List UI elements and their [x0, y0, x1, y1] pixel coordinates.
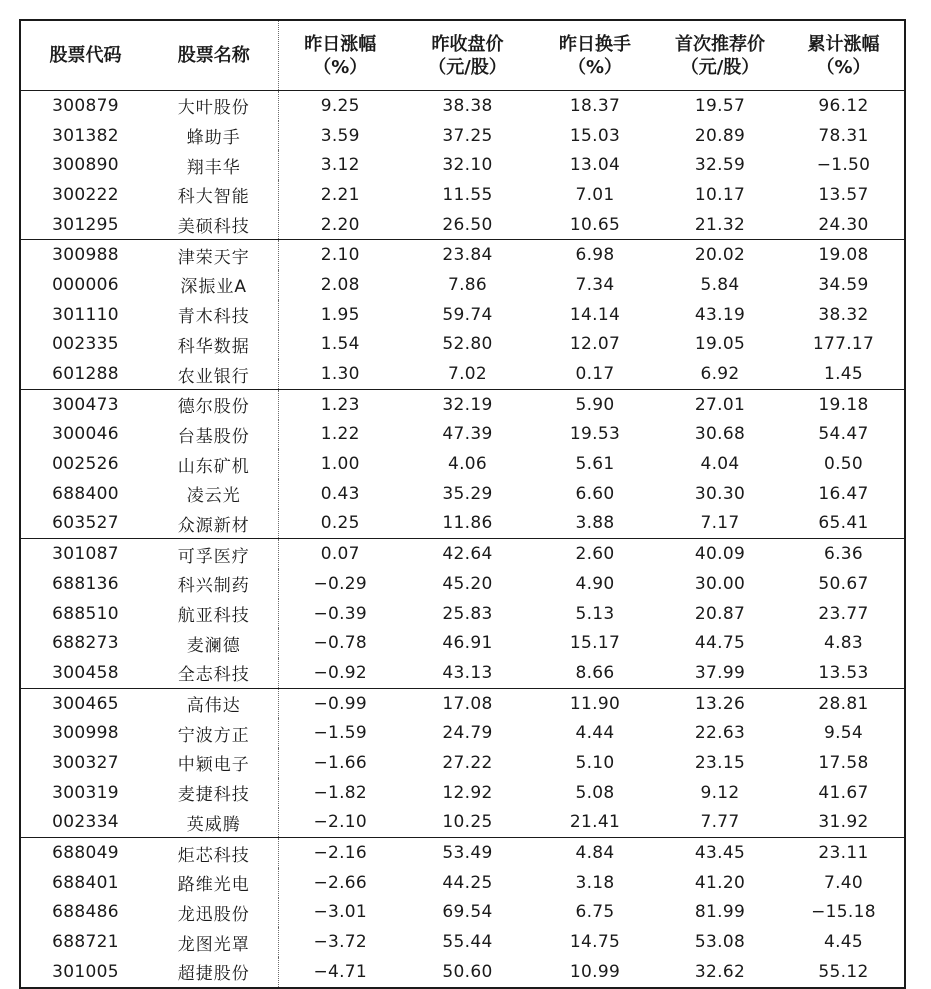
stock-name-cell: 科华数据: [177, 336, 250, 357]
close-price-cell: 42.64: [442, 544, 493, 565]
recommend-price-cell: 44.75: [694, 633, 746, 654]
change-cell: −2.66: [278, 868, 402, 898]
turnover-cell: 11.90: [569, 693, 621, 714]
turnover-cell: 3.88: [533, 509, 657, 539]
stock-code-cell: 300998: [52, 723, 119, 744]
recommend-price-cell: 20.02: [694, 245, 746, 266]
close-price-cell: 27.22: [442, 752, 493, 773]
cumulative-change-cell: 24.30: [783, 210, 904, 240]
cumulative-change-cell: 54.47: [818, 424, 869, 445]
close-price-cell: 17.08: [442, 693, 493, 714]
recommend-price-cell: 43.45: [694, 843, 746, 864]
table-row: [21, 359, 904, 389]
table-row: [21, 778, 904, 808]
recommend-price-cell: 13.26: [694, 693, 746, 714]
stock-name-cell: 麦捷科技: [177, 785, 250, 806]
stock-name-cell: 中颖电子: [177, 755, 250, 776]
close-price-cell: 46.91: [442, 633, 493, 654]
close-price-cell: 23.84: [442, 245, 493, 266]
recommend-price-cell: 7.17: [657, 509, 783, 539]
turnover-cell: 6.60: [575, 483, 615, 504]
cumulative-change-cell: 0.50: [823, 454, 864, 475]
change-cell: 1.23: [278, 389, 402, 419]
stock-name-cell: 凌云光: [186, 486, 241, 507]
cumulative-change-cell: 96.12: [818, 95, 869, 116]
change-cell: 1.95: [278, 300, 402, 330]
turnover-cell: 10.65: [533, 210, 657, 240]
recommend-price-cell: 30.30: [694, 483, 746, 504]
stock-code-cell: 301295: [21, 210, 150, 240]
change-cell: 1.22: [278, 420, 402, 450]
turnover-cell: 6.75: [575, 902, 615, 923]
change-cell: 0.25: [278, 509, 402, 539]
turnover-cell: 13.04: [569, 155, 621, 176]
table-row: [21, 569, 904, 599]
cumulative-change-cell: 9.54: [823, 723, 864, 744]
close-price-cell: 37.25: [442, 125, 493, 146]
close-price-cell: 11.86: [402, 509, 533, 539]
change-cell: −1.66: [278, 748, 402, 778]
table-row: [21, 658, 904, 688]
turnover-cell: 12.07: [569, 334, 621, 355]
stock-code-cell: 601288: [21, 359, 150, 389]
header-cumulative-change: 累计涨幅 （%）: [783, 21, 904, 91]
recommend-price-cell: 30.00: [694, 573, 746, 594]
table-row: [21, 628, 904, 658]
stock-name-cell: 津荣天宇: [177, 247, 250, 268]
close-price-cell: 7.02: [402, 359, 533, 389]
table-row: [21, 449, 904, 479]
close-price-cell: 25.83: [442, 603, 493, 624]
stock-code-cell: 301087: [52, 544, 119, 565]
stock-code-cell: 300988: [52, 245, 119, 266]
stock-name-cell: 青木科技: [177, 307, 250, 328]
stock-code-cell: 301005: [52, 961, 119, 982]
stock-name-cell: 台基股份: [177, 426, 250, 447]
change-cell: −3.01: [278, 898, 402, 928]
header-yesterday-turnover: 昨日换手 （%）: [533, 21, 657, 91]
close-price-cell: 7.86: [447, 274, 488, 295]
table-row: [21, 150, 904, 180]
cumulative-change-cell: 17.58: [818, 752, 869, 773]
recommend-price-cell: 10.17: [694, 184, 746, 205]
close-price-cell: 53.49: [442, 843, 493, 864]
recommend-price-cell: 19.57: [694, 95, 746, 116]
close-price-cell: 10.25: [402, 808, 533, 838]
stock-code-cell: 688049: [52, 843, 119, 864]
table-row: [21, 240, 904, 270]
stock-code-cell: 688136: [52, 573, 119, 594]
stock-code-cell: 300458: [21, 658, 150, 688]
stock-code-cell: 300473: [52, 394, 119, 415]
change-cell: −1.59: [278, 718, 402, 748]
stock-name-cell: 山东矿机: [177, 456, 250, 477]
table-row: [21, 957, 904, 987]
turnover-cell: 10.99: [569, 961, 621, 982]
stock-table-frame: [19, 19, 906, 989]
stock-code-cell: 000006: [52, 274, 119, 295]
stock-code-cell: 688721: [52, 932, 119, 953]
change-cell: 2.08: [278, 270, 402, 300]
stock-code-cell: 300319: [52, 782, 119, 803]
recommend-price-cell: 22.63: [694, 723, 746, 744]
change-cell: 1.54: [278, 330, 402, 360]
close-price-cell: 32.19: [442, 394, 493, 415]
table-row: [21, 748, 904, 778]
turnover-cell: 14.75: [569, 932, 621, 953]
table-row: [21, 718, 904, 748]
stock-code-cell: 300046: [52, 424, 119, 445]
cumulative-change-cell: 28.81: [818, 693, 869, 714]
recommend-price-cell: 41.20: [694, 872, 746, 893]
table-row: [21, 180, 904, 210]
change-cell: 0.43: [278, 479, 402, 509]
close-price-cell: 43.13: [402, 658, 533, 688]
stock-name-cell: 美硕科技: [150, 210, 278, 240]
close-price-cell: 44.25: [442, 872, 493, 893]
recommend-price-cell: 4.04: [700, 454, 740, 475]
recommend-price-cell: 23.15: [694, 752, 746, 773]
recommend-price-cell: 32.59: [694, 155, 746, 176]
stock-code-cell: 688510: [52, 603, 119, 624]
cumulative-change-cell: 177.17: [812, 334, 875, 355]
cumulative-change-cell: 13.57: [818, 184, 869, 205]
table-row: [21, 509, 904, 539]
recommend-price-cell: 27.01: [694, 394, 746, 415]
recommend-price-cell: 53.08: [694, 932, 746, 953]
recommend-price-cell: 19.05: [694, 334, 746, 355]
table-row: [21, 330, 904, 360]
stock-code-cell: 688273: [52, 633, 119, 654]
table-row: [21, 300, 904, 330]
change-cell: −0.92: [278, 658, 402, 688]
recommend-price-cell: 40.09: [694, 544, 746, 565]
change-cell: 2.21: [278, 180, 402, 210]
change-cell: −2.10: [278, 808, 402, 838]
recommend-price-cell: 32.62: [694, 961, 746, 982]
stock-name-cell: 麦澜德: [186, 635, 241, 656]
cumulative-change-cell: 19.18: [818, 394, 869, 415]
change-cell: −3.72: [278, 927, 402, 957]
header-row: [21, 21, 904, 91]
turnover-cell: 8.66: [533, 658, 657, 688]
change-cell: 1.00: [278, 449, 402, 479]
close-price-cell: 69.54: [442, 902, 493, 923]
cumulative-change-cell: −15.18: [811, 902, 876, 923]
cumulative-change-cell: 16.47: [818, 483, 869, 504]
recommend-price-cell: 6.92: [657, 359, 783, 389]
recommend-price-cell: 7.77: [657, 808, 783, 838]
turnover-cell: 5.10: [575, 752, 615, 773]
stock-name-cell: 蜂助手: [186, 128, 241, 149]
stock-name-cell: 龙迅股份: [177, 904, 250, 925]
turnover-cell: 7.34: [575, 274, 615, 295]
cumulative-change-cell: 7.40: [823, 872, 864, 893]
stock-name-cell: 宁波方正: [177, 725, 250, 746]
table-row: [21, 868, 904, 898]
close-price-cell: 47.39: [442, 424, 493, 445]
stock-code-cell: 300890: [52, 155, 119, 176]
table-row: [21, 838, 904, 868]
table-row: [21, 808, 904, 838]
stock-name-cell: 深振业A: [180, 277, 248, 298]
turnover-cell: 21.41: [533, 808, 657, 838]
change-cell: 2.10: [278, 240, 402, 270]
table-body: [21, 91, 904, 987]
recommend-price-cell: 43.19: [694, 304, 746, 325]
change-cell: 3.12: [278, 150, 402, 180]
stock-code-cell: 002526: [52, 454, 119, 475]
stock-name-cell: 全志科技: [150, 658, 278, 688]
stock-name-cell: 英威腾: [150, 808, 278, 838]
cumulative-change-cell: 6.36: [823, 544, 864, 565]
close-price-cell: 52.80: [442, 334, 493, 355]
close-price-cell: 4.06: [447, 454, 488, 475]
close-price-cell: 12.92: [442, 782, 493, 803]
close-price-cell: 50.60: [442, 961, 493, 982]
header-stock-code: 股票代码: [21, 21, 150, 91]
table-row: [21, 420, 904, 450]
turnover-cell: 15.17: [569, 633, 621, 654]
recommend-price-cell: 30.68: [694, 424, 746, 445]
table-row: [21, 539, 904, 569]
change-cell: 0.07: [278, 539, 402, 569]
turnover-cell: 7.01: [575, 184, 615, 205]
turnover-cell: 4.90: [575, 573, 615, 594]
stock-code-cell: 603527: [21, 509, 150, 539]
stock-code-cell: 688401: [52, 872, 119, 893]
cumulative-change-cell: 19.08: [818, 245, 869, 266]
cumulative-change-cell: 23.11: [818, 843, 869, 864]
stock-name-cell: 可孚医疗: [177, 546, 250, 567]
change-cell: −0.99: [278, 688, 402, 718]
stock-name-cell: 航亚科技: [177, 606, 250, 627]
cumulative-change-cell: 4.45: [823, 932, 864, 953]
recommend-price-cell: 37.99: [657, 658, 783, 688]
cumulative-change-cell: 13.53: [783, 658, 904, 688]
close-price-cell: 24.79: [442, 723, 493, 744]
turnover-cell: 15.03: [569, 125, 621, 146]
stock-name-cell: 龙图光罩: [177, 934, 250, 955]
stock-name-cell: 农业银行: [150, 359, 278, 389]
stock-name-cell: 科大智能: [177, 187, 250, 208]
table-row: [21, 91, 904, 121]
stock-code-cell: 300222: [52, 184, 119, 205]
stock-code-cell: 301382: [52, 125, 119, 146]
header-first-recommend-price: 首次推荐价 （元/股）: [657, 21, 783, 91]
stock-name-cell: 翔丰华: [186, 157, 241, 178]
turnover-cell: 0.17: [533, 359, 657, 389]
stock-name-cell: 超捷股份: [177, 964, 250, 985]
turnover-cell: 5.61: [575, 454, 615, 475]
change-cell: −0.29: [278, 569, 402, 599]
stock-recommendation-table: [21, 21, 904, 987]
recommend-price-cell: 5.84: [700, 274, 740, 295]
stock-name-cell: 科兴制药: [177, 576, 250, 597]
change-cell: 9.25: [278, 91, 402, 121]
stock-name-cell: 路维光电: [177, 875, 250, 896]
table-row: [21, 927, 904, 957]
change-cell: −4.71: [278, 957, 402, 987]
stock-name-cell: 大叶股份: [177, 98, 250, 119]
stock-code-cell: 300327: [52, 752, 119, 773]
table-row: [21, 898, 904, 928]
turnover-cell: 4.84: [575, 843, 615, 864]
turnover-cell: 6.98: [575, 245, 615, 266]
close-price-cell: 11.55: [442, 184, 493, 205]
change-cell: −0.78: [278, 628, 402, 658]
change-cell: 2.20: [278, 210, 402, 240]
cumulative-change-cell: 41.67: [818, 782, 869, 803]
cumulative-change-cell: 1.45: [783, 359, 904, 389]
close-price-cell: 32.10: [442, 155, 493, 176]
header-yesterday-close: 昨收盘价 （元/股）: [402, 21, 533, 91]
change-cell: −0.39: [278, 599, 402, 629]
stock-name-cell: 众源新材: [150, 509, 278, 539]
cumulative-change-cell: 55.12: [818, 961, 869, 982]
turnover-cell: 5.13: [575, 603, 615, 624]
turnover-cell: 2.60: [575, 544, 615, 565]
close-price-cell: 35.29: [442, 483, 493, 504]
turnover-cell: 5.90: [575, 394, 615, 415]
table-row: [21, 479, 904, 509]
stock-name-cell: 德尔股份: [177, 397, 250, 418]
cumulative-change-cell: 4.83: [823, 633, 864, 654]
recommend-price-cell: 9.12: [700, 782, 740, 803]
close-price-cell: 38.38: [442, 95, 493, 116]
stock-code-cell: 300879: [52, 95, 119, 116]
close-price-cell: 26.50: [402, 210, 533, 240]
change-cell: −1.82: [278, 778, 402, 808]
table-row: [21, 270, 904, 300]
stock-code-cell: 688400: [52, 483, 119, 504]
stock-code-cell: 002335: [52, 334, 119, 355]
stock-code-cell: 688486: [52, 902, 119, 923]
table-row: [21, 688, 904, 718]
close-price-cell: 55.44: [442, 932, 493, 953]
change-cell: −2.16: [278, 838, 402, 868]
turnover-cell: 18.37: [569, 95, 621, 116]
turnover-cell: 19.53: [569, 424, 621, 445]
close-price-cell: 59.74: [442, 304, 493, 325]
stock-code-cell: 301110: [52, 304, 119, 325]
cumulative-change-cell: 34.59: [818, 274, 869, 295]
cumulative-change-cell: 50.67: [818, 573, 869, 594]
table-row: [21, 210, 904, 240]
table-row: [21, 389, 904, 419]
table-row: [21, 121, 904, 151]
cumulative-change-cell: 38.32: [818, 304, 869, 325]
header-yesterday-change: 昨日涨幅 （%）: [278, 21, 402, 91]
recommend-price-cell: 21.32: [657, 210, 783, 240]
stock-name-cell: 高伟达: [186, 696, 241, 717]
recommend-price-cell: 20.89: [694, 125, 746, 146]
stock-code-cell: 002334: [21, 808, 150, 838]
recommend-price-cell: 81.99: [694, 902, 746, 923]
close-price-cell: 45.20: [442, 573, 493, 594]
turnover-cell: 4.44: [575, 723, 615, 744]
header-stock-name: 股票名称: [150, 21, 278, 91]
cumulative-change-cell: −1.50: [816, 155, 871, 176]
cumulative-change-cell: 78.31: [818, 125, 869, 146]
stock-code-cell: 300465: [52, 693, 119, 714]
cumulative-change-cell: 65.41: [783, 509, 904, 539]
table-row: [21, 599, 904, 629]
change-cell: 1.30: [278, 359, 402, 389]
cumulative-change-cell: 23.77: [818, 603, 869, 624]
turnover-cell: 3.18: [575, 872, 615, 893]
change-cell: 3.59: [278, 121, 402, 151]
stock-name-cell: 炬芯科技: [177, 845, 250, 866]
cumulative-change-cell: 31.92: [783, 808, 904, 838]
turnover-cell: 14.14: [569, 304, 621, 325]
turnover-cell: 5.08: [575, 782, 615, 803]
recommend-price-cell: 20.87: [694, 603, 746, 624]
